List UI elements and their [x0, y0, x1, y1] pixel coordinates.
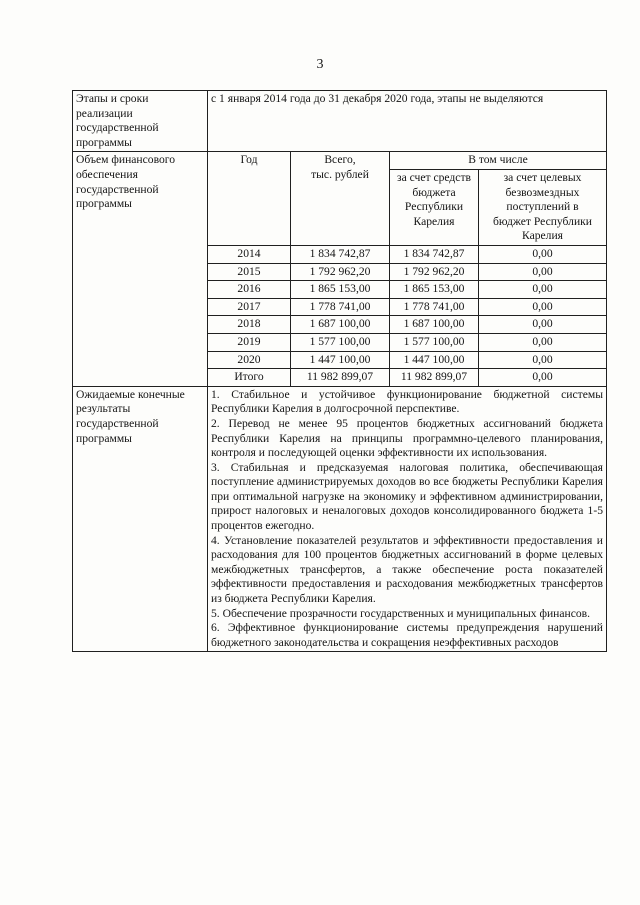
financing-row-total: 1 687 100,00: [291, 316, 390, 334]
financing-row-budget: 1 792 962,20: [390, 263, 479, 281]
results-row: [73, 386, 607, 652]
financing-row-total: 1 834 742,87: [291, 245, 390, 263]
stages-value: с 1 января 2014 года до 31 декабря 2020 года, этапы не выделяются: [208, 91, 607, 152]
financing-row-total: 1 865 153,00: [291, 281, 390, 299]
financing-row-budget: 1 447 100,00: [390, 351, 479, 369]
financing-row-year: 2014: [208, 245, 291, 263]
financing-row-year: Итого: [208, 369, 291, 387]
financing-row-targeted: 0,00: [479, 263, 607, 281]
financing-row-targeted: 0,00: [479, 298, 607, 316]
results-item: 5. Обеспечение прозрачности государственных и муниципальных финансов.: [211, 606, 591, 620]
financing-row-targeted: 0,00: [479, 333, 607, 351]
financing-row-total: 1 447 100,00: [291, 351, 390, 369]
financing-including-header: В том числе: [390, 152, 607, 170]
financing-row-year: 2015: [208, 263, 291, 281]
financing-row-targeted: 0,00: [479, 245, 607, 263]
page-number: 3: [316, 57, 324, 72]
financing-row-year: 2017: [208, 298, 291, 316]
financing-row-targeted: 0,00: [479, 369, 607, 387]
financing-row-year: 2018: [208, 316, 291, 334]
stages-label: Этапы и сроки реализации государственной программы: [73, 91, 208, 152]
program-passport-table: [72, 90, 607, 652]
financing-row-targeted: 0,00: [479, 281, 607, 299]
results-list: [208, 386, 607, 652]
financing-row-budget: 1 778 741,00: [390, 298, 479, 316]
financing-targeted-header: за счет целевых безвозмездных поступлений в бюджет Республики Карелия: [479, 169, 607, 245]
financing-header-row: [73, 152, 607, 170]
financing-row-budget: 1 577 100,00: [390, 333, 479, 351]
financing-row-year: 2016: [208, 281, 291, 299]
financing-row-budget: 11 982 899,07: [390, 369, 479, 387]
financing-budget-header: за счет средств бюджета Республики Карелия: [390, 169, 479, 245]
financing-total-header: Всего, тыс. рублей: [291, 152, 390, 246]
results-item: 3. Стабильная и предсказуемая налоговая политика, обеспечивающая поступление администрируемых доходов во все бюджеты Республики Карелия при оптимальной нагрузке на экономику и эффективном администрировании, прирост налоговых и неналоговых доходов консолидированного бюджета 1-5 процентов ежегодно.: [211, 460, 603, 533]
stages-row: [73, 91, 607, 152]
financing-row-targeted: 0,00: [479, 316, 607, 334]
financing-row-budget: 1 865 153,00: [390, 281, 479, 299]
financing-row-budget: 1 687 100,00: [390, 316, 479, 334]
financing-row-year: 2019: [208, 333, 291, 351]
financing-row-total: 1 778 741,00: [291, 298, 390, 316]
results-label: Ожидаемые конечные результаты государственной программы: [73, 386, 208, 652]
financing-row-year: 2020: [208, 351, 291, 369]
financing-row-total: 1 792 962,20: [291, 263, 390, 281]
results-item: 1. Стабильное и устойчивое функционирование бюджетной системы Республики Карелия в долгосрочной перспективе.: [211, 387, 603, 416]
financing-row-total: 1 577 100,00: [291, 333, 390, 351]
results-item: 4. Установление показателей результатов и эффективности предоставления и расходования для 100 процентов бюджетных ассигнований в форме целевых межбюджетных трансфертов, а также обеспечение роста показателей эффективности предоставления и расходования межбюджетных трансфертов из бюджета Республики Карелия.: [211, 533, 603, 606]
financing-row-targeted: 0,00: [479, 351, 607, 369]
results-item: 6. Эффективное функционирование системы предупреждения нарушений бюджетного законодательства и сокращения неэффективных расходов: [211, 621, 603, 649]
financing-label: Объем финансового обеспечения государственной программы: [73, 152, 208, 386]
financing-row-budget: 1 834 742,87: [390, 245, 479, 263]
financing-row-total: 11 982 899,07: [291, 369, 390, 387]
results-item: 2. Перевод не менее 95 процентов бюджетных ассигнований бюджета Республики Карелия на принципы программно-целевого планирования, контроля и последующей оценки эффективности их использования.: [211, 416, 603, 460]
financing-year-header: Год: [208, 152, 291, 246]
